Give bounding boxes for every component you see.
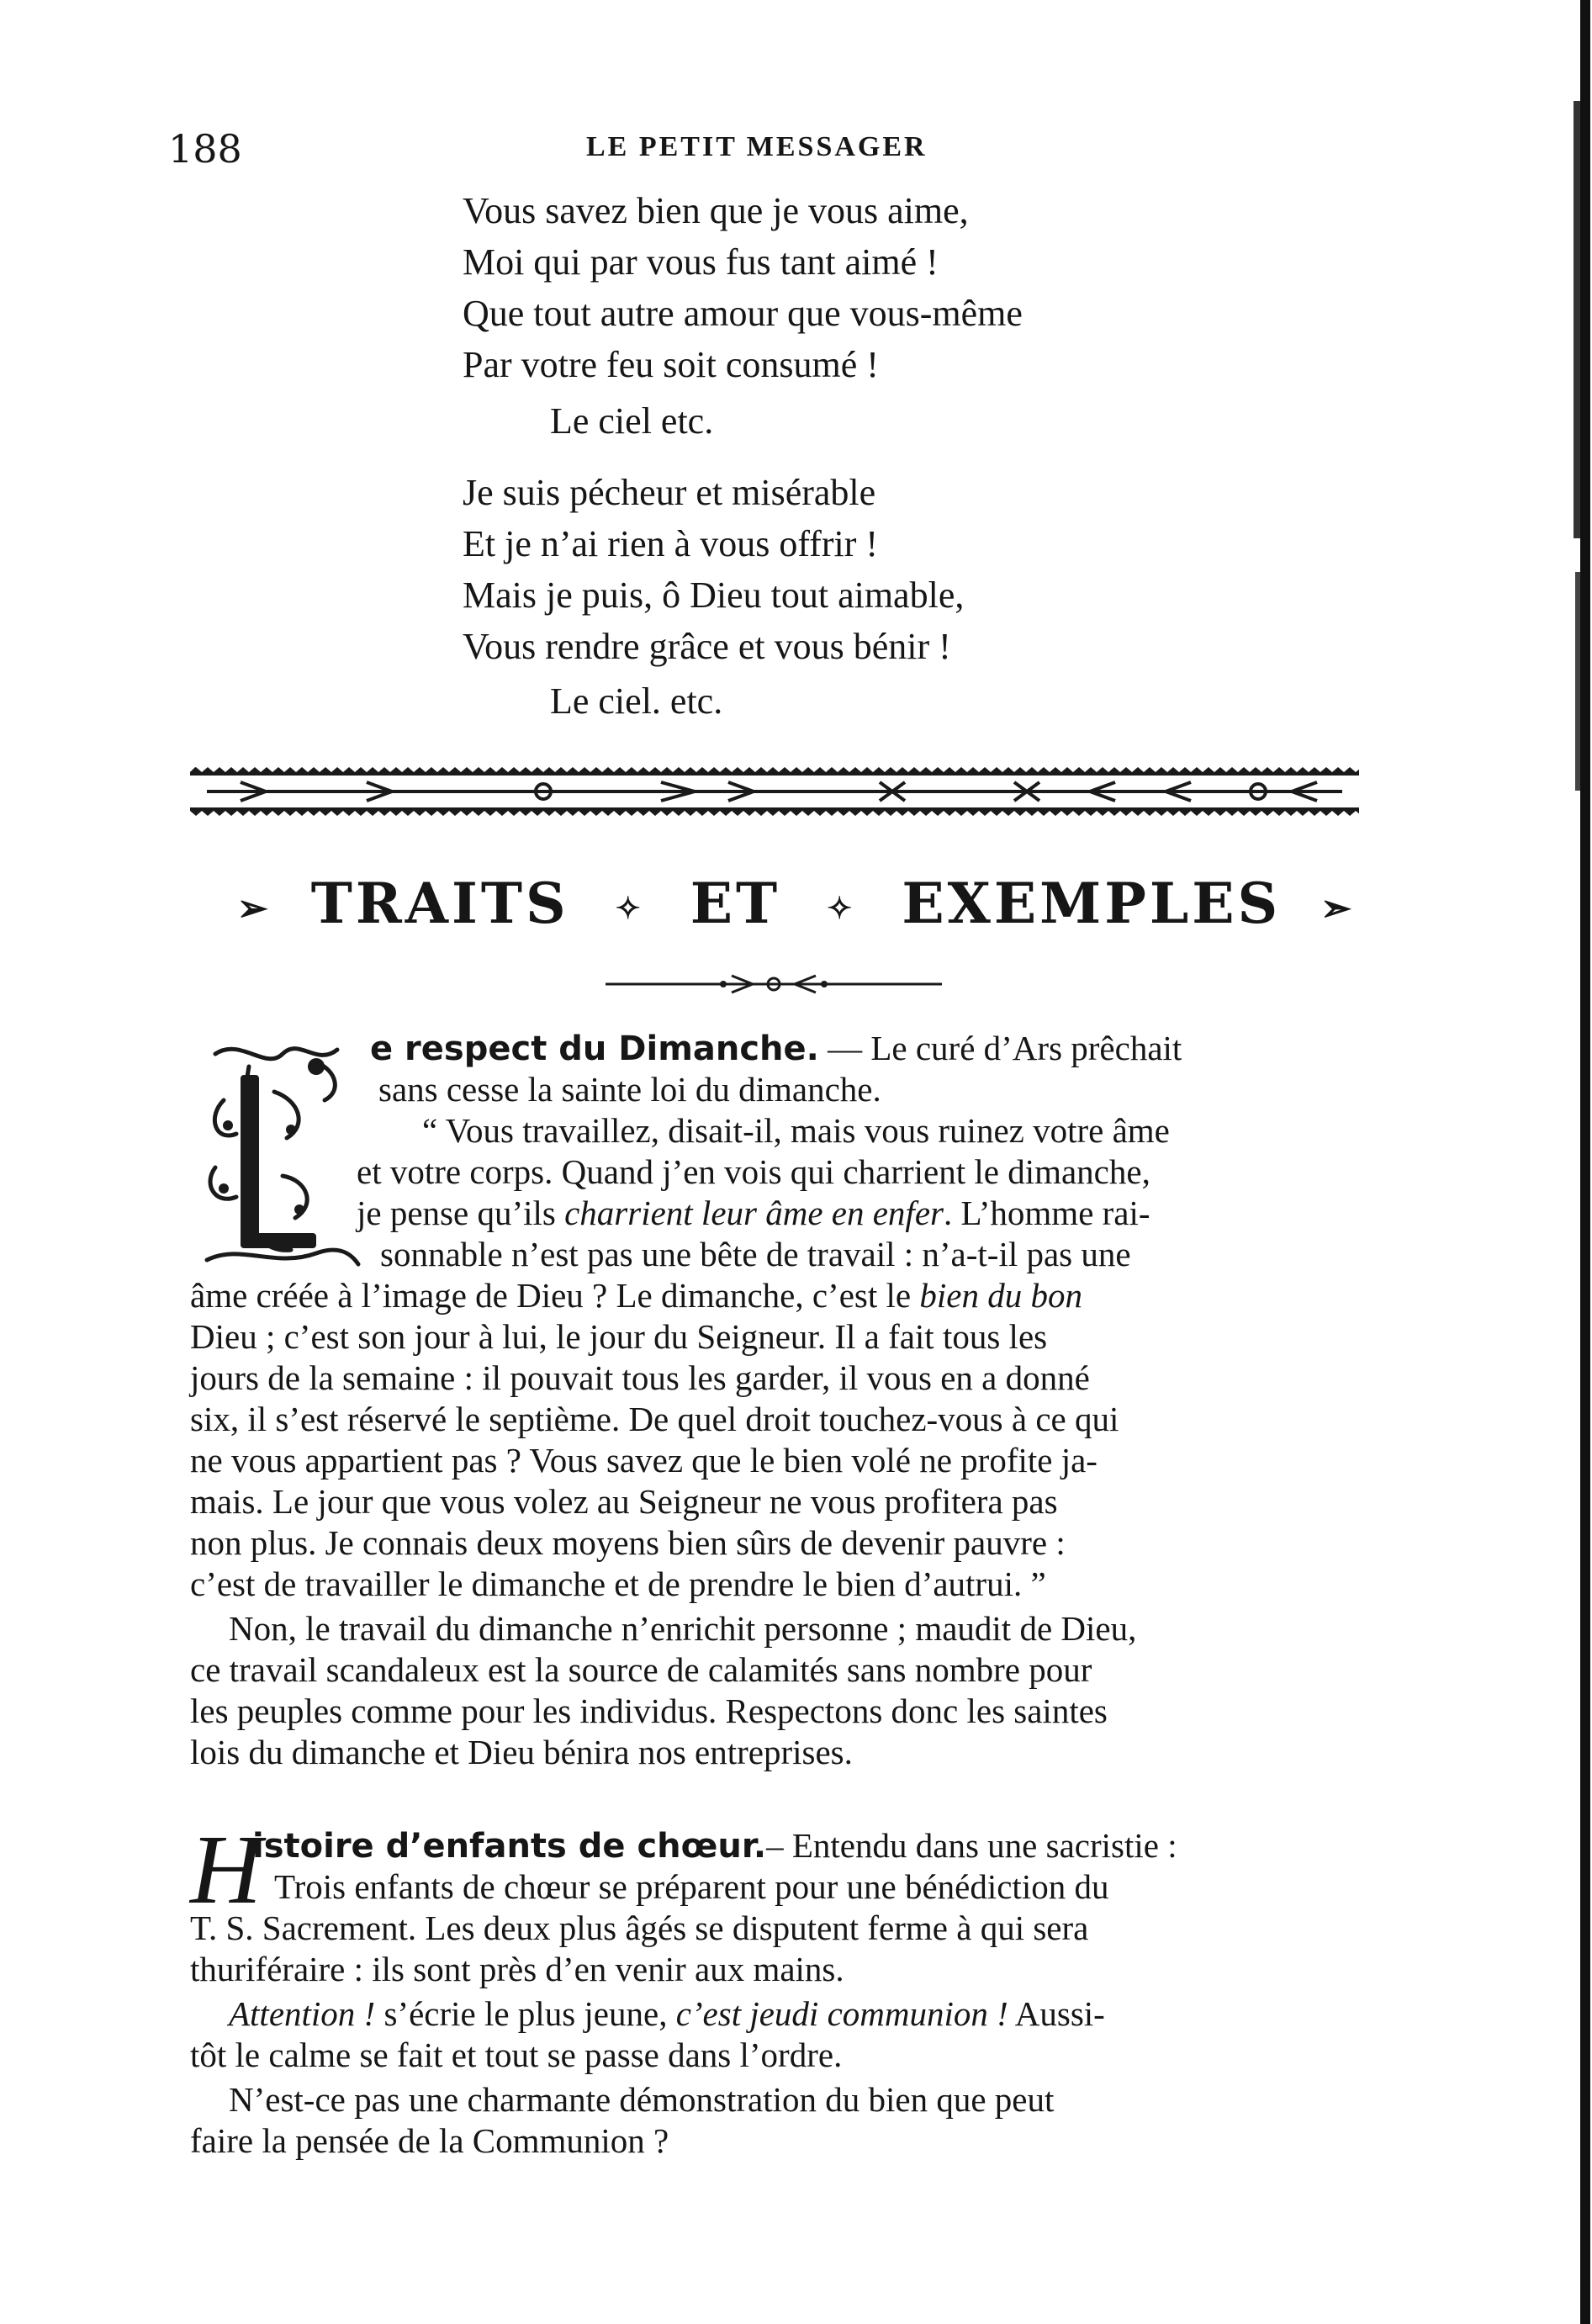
article-heading: e respect du Dimanche. — [370, 1030, 819, 1068]
ornament-tooth — [814, 767, 826, 772]
title-word: EXEMPLES — [902, 871, 1282, 936]
ornament-tooth — [826, 767, 838, 772]
article-1-line-8: Dieu ; c’est son jour à lui, le jour du Seigneur. Il a fait tous les — [190, 1317, 1048, 1356]
ornament-tooth — [1309, 767, 1320, 772]
ornament-tooth — [944, 811, 955, 816]
ornament-tooth — [284, 767, 296, 772]
ornament-tooth — [955, 767, 967, 772]
ornament-tooth — [555, 811, 567, 816]
ornament-tooth — [896, 811, 908, 816]
ornament-tooth — [320, 811, 331, 816]
article-2-line-8: faire la pensée de la Communion ? — [190, 2121, 669, 2160]
article-1-line-7 — [190, 1275, 1082, 1316]
ornament-tooth — [1285, 767, 1297, 772]
ornament-tooth — [214, 767, 225, 772]
article-1-line-1 — [370, 1028, 1361, 1070]
ornament-tooth — [414, 767, 426, 772]
ornament-tooth — [908, 767, 920, 772]
ornament-tooth — [367, 767, 378, 772]
page-edge-bar — [1568, 0, 1592, 2324]
ornament-tooth — [1073, 767, 1085, 772]
ornament-tooth — [202, 767, 214, 772]
ornament-tooth — [826, 811, 838, 816]
article-heading: istoire d’enfants de chœur. — [252, 1827, 767, 1866]
ornament-tooth — [426, 767, 437, 772]
ornament-tooth — [1238, 767, 1250, 772]
ornament-tooth — [202, 811, 214, 816]
ornament-tooth — [991, 767, 1002, 772]
ornament-tooth — [908, 811, 920, 816]
article-1-line-13: non plus. Je connais deux moyens bien sûrs de devenir pauvre : — [190, 1523, 1066, 1562]
ornament-tooth — [1356, 767, 1359, 772]
ornament-tooth — [614, 767, 626, 772]
ornament-tooth — [791, 811, 802, 816]
italic-phrase: charrient leur âme en enfer — [564, 1194, 944, 1232]
ornament-tooth — [920, 767, 932, 772]
ornament-tooth — [1061, 767, 1073, 772]
arrow-right-icon: ➢ — [236, 887, 272, 930]
running-title: LE PETIT MESSAGER — [586, 131, 928, 162]
ornament-tooth — [272, 767, 284, 772]
verse-line: Et je n’ai rien à vous offrir ! — [463, 523, 879, 564]
poem-stanza-2 — [463, 467, 964, 672]
ornament-tooth — [508, 811, 520, 816]
ornament-tooth — [861, 811, 873, 816]
verse-line: Vous savez bien que je vous aime, — [463, 190, 969, 231]
ornament-tooth — [779, 811, 791, 816]
italic-phrase: Attention ! — [229, 1994, 376, 2033]
small-ornament-divider — [606, 967, 942, 1001]
refrain-2: Le ciel. etc. — [550, 680, 723, 722]
ornament-tooth — [661, 811, 673, 816]
ornament-tooth — [1297, 767, 1309, 772]
star-separator-icon: ✧ — [615, 891, 644, 926]
ornament-tooth — [284, 811, 296, 816]
ornament-tooth — [1156, 767, 1167, 772]
ornament-tooth — [378, 767, 390, 772]
ornament-tooth — [708, 811, 720, 816]
ornament-tooth — [767, 811, 779, 816]
ornament-tooth — [1120, 767, 1132, 772]
section-title — [0, 871, 1592, 936]
ornament-tooth — [1050, 767, 1061, 772]
ornament-tooth — [1073, 811, 1085, 816]
ornament-tooth — [473, 811, 484, 816]
ornament-tooth — [190, 811, 202, 816]
ornament-tooth — [1097, 811, 1108, 816]
ornament-tooth — [1320, 811, 1332, 816]
article-2-line-3: T. S. Sacrement. Les deux plus âgés se disputent ferme à qui sera — [190, 1908, 1089, 1947]
floral-letter-illustration — [190, 1033, 363, 1281]
ornament-tooth — [602, 767, 614, 772]
ornament-tooth — [1167, 811, 1179, 816]
article-1-line-4: et votre corps. Quand j’en vois qui charrient le dimanche, — [357, 1152, 1150, 1191]
ornament-tooth — [1061, 811, 1073, 816]
ornament-tooth — [1002, 811, 1014, 816]
ornament-tooth — [1108, 811, 1120, 816]
ornament-tooth — [1344, 767, 1356, 772]
ornament-tooth — [473, 767, 484, 772]
dropcap-letter: H — [190, 1814, 262, 1924]
ornament-tooth — [437, 811, 449, 816]
article-1-para-2-line-1: Non, le travail du dimanche n’enrichit personne ; maudit de Dieu, — [229, 1609, 1137, 1648]
article-1-line-2: sans cesse la sainte loi du dimanche. — [378, 1070, 881, 1109]
ornament-tooth — [779, 767, 791, 772]
ornament-tooth — [1309, 811, 1320, 816]
ornament-tooth — [249, 811, 261, 816]
ornament-tooth — [614, 811, 626, 816]
text-run: . L’homme rai- — [943, 1194, 1150, 1232]
ornament-tooth — [355, 811, 367, 816]
ornament-tooth — [590, 811, 602, 816]
ornament-tooth — [849, 767, 861, 772]
ornament-tooth — [932, 767, 944, 772]
italic-phrase: bien du bon — [919, 1276, 1082, 1315]
article-2-line-1 — [252, 1825, 1361, 1867]
text-run: s’écrie le plus jeune, — [375, 1994, 676, 2033]
ornament-tooth — [696, 811, 708, 816]
ornament-tooth — [920, 811, 932, 816]
ornament-tooth — [461, 767, 473, 772]
ornament-tooth — [1191, 767, 1203, 772]
ornament-tooth — [838, 767, 849, 772]
ornament-tooth — [720, 767, 732, 772]
ornament-tooth — [649, 811, 661, 816]
verse-line: Moi qui par vous fus tant aimé ! — [463, 241, 939, 283]
verse-line: Je suis pécheur et misérable — [463, 472, 876, 513]
ornament-tooth — [296, 811, 308, 816]
ornament-tooth — [861, 767, 873, 772]
ornament-tooth — [1191, 811, 1203, 816]
ornament-tooth — [402, 767, 414, 772]
ornament-tooth — [1132, 767, 1144, 772]
ornament-tooth — [390, 767, 402, 772]
article-2-line-2: Trois enfants de chœur se préparent pour une bénédiction du — [274, 1867, 1109, 1906]
ornament-tooth — [1203, 767, 1214, 772]
ornament-tooth — [1026, 811, 1038, 816]
ornament-tooth — [673, 811, 685, 816]
ornament-tooth — [708, 767, 720, 772]
page-header — [168, 126, 1362, 177]
ornament-tooth — [261, 811, 272, 816]
ornament-tooth — [685, 767, 696, 772]
ornament-tooth — [1038, 811, 1050, 816]
text-run: Aussi- — [1008, 1994, 1105, 2033]
text-run: — Le curé d’Ars prêchait — [818, 1029, 1182, 1067]
ornament-tooth — [555, 767, 567, 772]
ornament-tooth — [320, 767, 331, 772]
ornament-tooth — [567, 811, 579, 816]
ornament-tooth — [496, 767, 508, 772]
ornament-tooth — [932, 811, 944, 816]
italic-phrase: c’est jeudi communion ! — [675, 1994, 1008, 2033]
ornament-tooth — [685, 811, 696, 816]
ornament-tooth — [449, 767, 461, 772]
ornament-tooth — [1108, 767, 1120, 772]
ornament-tooth — [225, 811, 237, 816]
article-1-para-2-line-3: les peuples comme pour les individus. Respectons donc les saintes — [190, 1691, 1108, 1730]
ornament-tooth — [426, 811, 437, 816]
ornament-tooth — [967, 767, 979, 772]
ornament-tooth — [991, 811, 1002, 816]
article-1-line-14: c’est de travailler le dimanche et de prendre le bien d’autrui. ” — [190, 1564, 1046, 1603]
ornament-tooth — [1085, 811, 1097, 816]
ornament-tooth — [237, 767, 249, 772]
ornament-tooth — [802, 767, 814, 772]
ornament-tooth — [331, 811, 343, 816]
ornament-tooth — [1156, 811, 1167, 816]
article-1-line-5 — [357, 1193, 1361, 1234]
ornament-tooth — [767, 767, 779, 772]
ornament-tooth — [720, 811, 732, 816]
star-separator-icon: ✧ — [827, 891, 856, 926]
ornament-tooth — [1203, 811, 1214, 816]
ornament-tooth — [355, 767, 367, 772]
ornament-tooth — [1250, 767, 1261, 772]
ornament-tooth — [272, 811, 284, 816]
ornament-tooth — [885, 767, 896, 772]
ornament-tooth — [814, 811, 826, 816]
ornament-tooth — [225, 767, 237, 772]
decorated-dropcap-l — [190, 1033, 363, 1281]
ornament-tooth — [237, 811, 249, 816]
ornament-tooth — [673, 767, 685, 772]
ornament-tooth — [249, 767, 261, 772]
ornament-tooth — [1179, 811, 1191, 816]
verse-line: Vous rendre grâce et vous bénir ! — [463, 626, 951, 667]
ornament-tooth — [802, 811, 814, 816]
ornament-tooth — [484, 767, 496, 772]
ornament-tooth — [402, 811, 414, 816]
poem-stanza-1 — [463, 185, 1023, 390]
ornament-tooth — [1273, 811, 1285, 816]
ornament-tooth — [532, 767, 543, 772]
ornament-tooth — [696, 767, 708, 772]
ornament-tooth — [1332, 767, 1344, 772]
ornament-tooth — [308, 767, 320, 772]
ornament-tooth — [791, 767, 802, 772]
ornament-tooth — [567, 767, 579, 772]
ornament-tooth — [520, 811, 532, 816]
ornament-tooth — [343, 811, 355, 816]
ornament-tooth — [1026, 767, 1038, 772]
ornament-tooth — [1344, 811, 1356, 816]
ornament-tooth — [543, 811, 555, 816]
ornament-tooth — [661, 767, 673, 772]
ornament-tooth — [214, 811, 225, 816]
ornament-tooth — [955, 811, 967, 816]
ornament-tooth — [590, 767, 602, 772]
ornament-tooth — [967, 811, 979, 816]
ornament-tooth — [743, 767, 755, 772]
ornament-tooth — [1144, 767, 1156, 772]
article-2-line-6: tôt le calme se fait et tout se passe dans l’ordre. — [190, 2035, 843, 2074]
ornament-tooth — [1356, 811, 1359, 816]
title-word: TRAITS — [310, 871, 569, 936]
ornament-tooth — [508, 767, 520, 772]
arrow-left-icon: ➣ — [1320, 887, 1356, 930]
ornament-tooth — [637, 767, 649, 772]
ornamental-divider — [190, 767, 1359, 816]
ornament-tooth — [1002, 767, 1014, 772]
ornament-tooth — [367, 811, 378, 816]
article-1-para-2-line-4: lois du dimanche et Dieu bénira nos entreprises. — [190, 1733, 853, 1771]
ornament-tooth — [1320, 767, 1332, 772]
ornament-tooth — [296, 767, 308, 772]
verse-line: Par votre feu soit consumé ! — [463, 344, 879, 385]
refrain-1: Le ciel etc. — [550, 400, 714, 442]
article-1-line-12: mais. Le jour que vous volez au Seigneur ne vous profitera pas — [190, 1482, 1058, 1521]
ornament-tooth — [637, 811, 649, 816]
ornament-tooth — [1226, 767, 1238, 772]
ornament-tooth — [743, 811, 755, 816]
article-2-line-5 — [229, 1993, 1105, 2035]
ornament-tooth — [1050, 811, 1061, 816]
ornament-tooth — [261, 767, 272, 772]
ornament-tooth — [449, 811, 461, 816]
ornament-tooth — [944, 767, 955, 772]
ornament-tooth — [390, 811, 402, 816]
ornament-tooth — [1038, 767, 1050, 772]
ornament-tooth — [579, 767, 590, 772]
ornament-tooth — [579, 811, 590, 816]
article-1-line-6: sonnable n’est pas une bête de travail : n’a-t-il pas une — [380, 1235, 1131, 1273]
ornament-tooth — [873, 767, 885, 772]
ornament-tooth — [520, 767, 532, 772]
article-1-line-3: “ Vous travaillez, disait-il, mais vous ruinez votre âme — [422, 1111, 1170, 1150]
ornament-tooth — [1250, 811, 1261, 816]
ornament-tooth — [755, 767, 767, 772]
ornament-tooth — [1085, 767, 1097, 772]
ornament-tooth — [602, 811, 614, 816]
ornament-tooth — [331, 767, 343, 772]
text-run: je pense qu’ils — [357, 1194, 565, 1232]
ornament-tooth — [732, 811, 743, 816]
ornament-tooth — [1132, 811, 1144, 816]
ornament-tooth — [1214, 811, 1226, 816]
ornament-tooth — [755, 811, 767, 816]
text-run: âme créée à l’image de Dieu ? Le dimanche, c’est le — [190, 1276, 920, 1315]
ornament-tooth — [896, 767, 908, 772]
verse-line: Que tout autre amour que vous-même — [463, 293, 1023, 334]
ornament-tooth — [1214, 767, 1226, 772]
ornament-tooth — [532, 811, 543, 816]
ornament-tooth — [1238, 811, 1250, 816]
article-2-line-7: N’est-ce pas une charmante démonstration du bien que peut — [229, 2080, 1055, 2119]
ornament-tooth — [1226, 811, 1238, 816]
ornament-tooth — [1167, 767, 1179, 772]
ornament-tooth — [626, 811, 637, 816]
ornament-tooth — [979, 767, 991, 772]
ornament-tooth — [308, 811, 320, 816]
ornament-tooth — [838, 811, 849, 816]
page-number: 188 — [168, 126, 242, 172]
text-run: – Entendu dans une sacristie : — [766, 1826, 1177, 1865]
ornament-tooth — [1179, 767, 1191, 772]
ornament-tooth — [1097, 767, 1108, 772]
ornament-tooth — [1332, 811, 1344, 816]
ornament-tooth — [461, 811, 473, 816]
ornament-tooth — [437, 767, 449, 772]
verse-line: Mais je puis, ô Dieu tout aimable, — [463, 574, 965, 616]
article-1-line-10: six, il s’est réservé le septième. De quel droit touchez-vous à ce qui — [190, 1400, 1119, 1438]
ornament-tooth — [378, 811, 390, 816]
ornament-tooth — [1014, 767, 1026, 772]
ornament-tooth — [190, 767, 202, 772]
ornament-tooth — [885, 811, 896, 816]
ornament-tooth — [343, 767, 355, 772]
ornament-tooth — [649, 767, 661, 772]
ornament-tooth — [1297, 811, 1309, 816]
ornament-tooth — [1273, 767, 1285, 772]
ornament-tooth — [979, 811, 991, 816]
ornament-tooth — [1014, 811, 1026, 816]
ornament-tooth — [1261, 767, 1273, 772]
ornament-tooth — [543, 767, 555, 772]
ornament-tooth — [414, 811, 426, 816]
ornament-tooth — [873, 811, 885, 816]
article-2-line-4: thuriféraire : ils sont près d’en venir aux mains. — [190, 1950, 844, 1988]
article-1-line-9: jours de la semaine : il pouvait tous les garder, il vous en a donné — [190, 1358, 1090, 1397]
article-1-line-11: ne vous appartient pas ? Vous savez que le bien volé ne profite ja- — [190, 1441, 1097, 1480]
ornament-tooth — [1261, 811, 1273, 816]
article-1-para-2-line-2: ce travail scandaleux est la source de calamités sans nombre pour — [190, 1650, 1092, 1689]
ornament-tooth — [1120, 811, 1132, 816]
ornament-tooth — [496, 811, 508, 816]
ornament-tooth — [849, 811, 861, 816]
ornament-tooth — [1285, 811, 1297, 816]
ornament-tooth — [626, 767, 637, 772]
ornament-tooth — [732, 767, 743, 772]
title-word: ET — [690, 871, 781, 936]
ornament-tooth — [1144, 811, 1156, 816]
ornament-tooth — [484, 811, 496, 816]
